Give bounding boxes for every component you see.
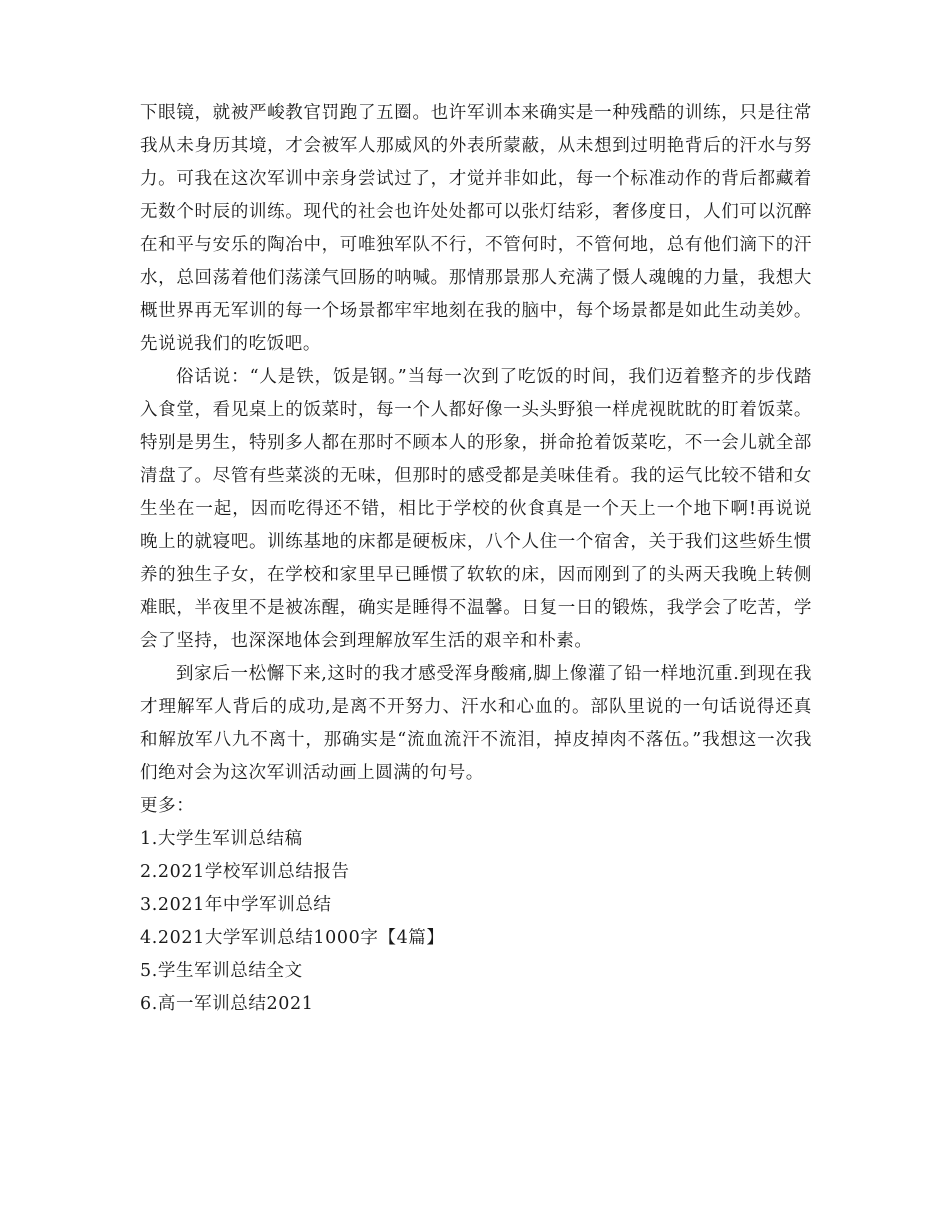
more-item-3[interactable]: 3.2021年中学军训总结 [140,895,332,915]
more-list [140,823,812,1021]
paragraph-2: 俗话说：“人是铁，饭是钢。”当每一次到了吃饭的时间，我们迈着整齐的步伐踏入食堂，看见桌上的饭菜时，每一个人都好像一头头野狼一样虎视眈眈的盯着饭菜。特别是男生，特别多人都在那时不顾本人的形象，拼命抢着饭菜吃，不一会儿就全部清盘了。尽管有些菜淡的无味，但那时的感受都是美味佳肴。我的运气比较不错和女生坐在一起，因而吃得还不错，相比于学校的伙食真是一个天上一个地下啊!再说说晚上的就寝吧。训练基地的床都是硬板床，八个人住一个宿舍，关于我们这些娇生惯养的独生子女，在学校和家里早已睡惯了软软的床，因而刚到了的头两天我晚上转侧难眠，半夜里不是被冻醒，确实是睡得不温馨。日复一日的锻炼，我学会了吃苦，学会了坚持，也深深地体会到理解放军生活的艰辛和朴素。 [140,367,812,651]
more-item-4[interactable]: 4.2021大学军训总结1000字【4篇】 [140,928,445,948]
more-item-5[interactable]: 5.学生军训总结全文 [140,961,303,981]
more-item-6[interactable]: 6.高一军训总结2021 [140,994,314,1014]
more-item-1[interactable]: 1.大学生军训总结稿 [140,829,303,849]
paragraph-1: 下眼镜，就被严峻教官罚跑了五圈。也许军训本来确实是一种残酷的训练，只是往常我从未身历其境，才会被军人那威风的外表所蒙蔽，从未想到过明艳背后的汗水与努力。可我在这次军训中亲身尝试过了，才觉并非如此，每一个标准动作的背后都藏着无数个时辰的训练。现代的社会也许处处都可以张灯结彩，奢侈度日，人们可以沉醉在和平与安乐的陶冶中，可唯独军队不行，不管何时，不管何地，总有他们滴下的汗水，总回荡着他们荡漾气回肠的呐喊。那情那景那人充满了慑人魂魄的力量，我想大概世界再无军训的每一个场景都牢牢地刻在我的脑中，每个场景都是如此生动美妙。先说说我们的吃饭吧。 [140,103,812,354]
more-label: 更多： [140,796,195,816]
paragraph-3: 到家后一松懈下来,这时的我才感受浑身酸痛,脚上像灌了铅一样地沉重.到现在我才理解军人背后的成功,是离不开努力、汗水和心血的。部队里说的一句话说得还真和解放军八九不离十，那确实是“流血流汗不流泪，掉皮掉肉不落伍。”我想这一次我们绝对会为这次军训活动画上圆满的句号。 [140,664,812,783]
document-body [140,97,812,1021]
more-item-2[interactable]: 2.2021学校军训总结报告 [140,862,350,882]
